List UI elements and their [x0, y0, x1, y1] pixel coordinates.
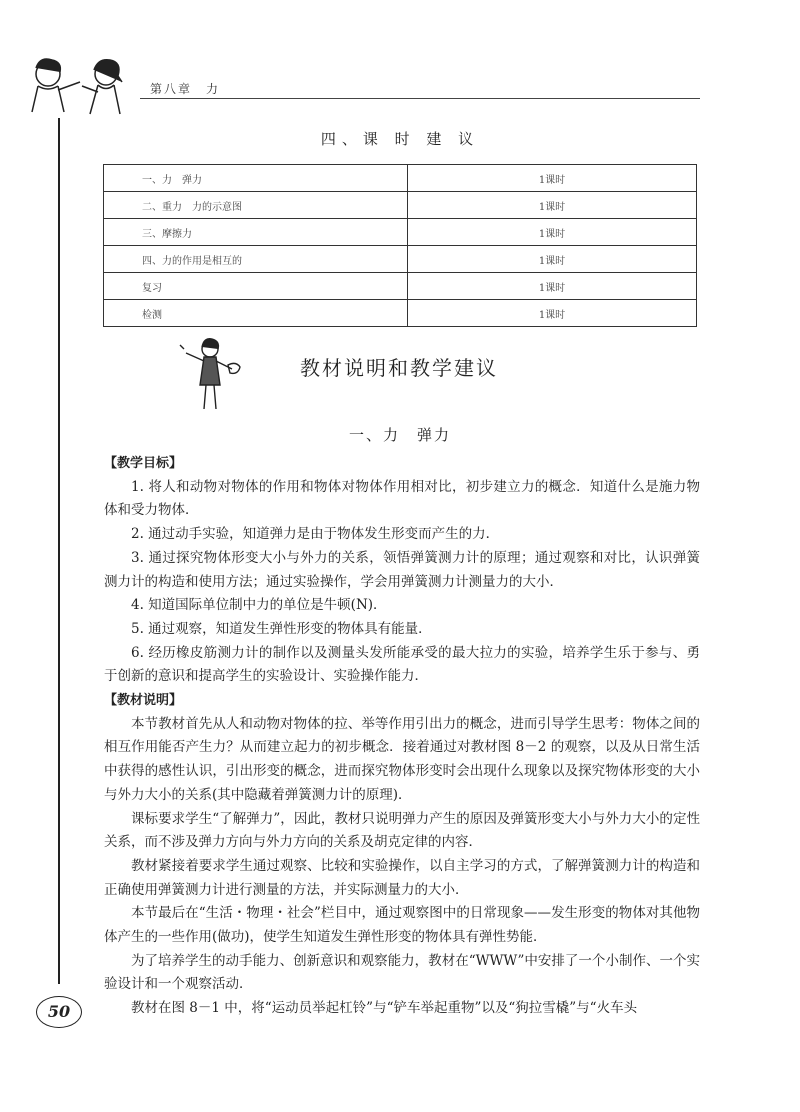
section-title-class-hours: 四、课 时 建 议: [320, 130, 480, 148]
notes-paragraph: 本节最后在“生活・物理・社会”栏目中，通过观察图中的日常现象——发生形变的物体对其他物体产生的一些作用(做功)，使学生知道发生弹性形变的物体具有弹性势能．: [104, 905, 700, 946]
page-number: 50: [36, 996, 82, 1028]
class-hours-table: [103, 164, 697, 327]
table-row: [104, 165, 697, 192]
textbook-notes-heading: 【教材说明】: [104, 693, 183, 709]
table-row: [104, 192, 697, 219]
notes-paragraph: 教材紧接着要求学生通过观察、比较和实验操作，以自主学习的方式，了解弹簧测力计的构造和正确使用弹簧测力计进行测量的方法，并实际测量力的大小．: [104, 857, 700, 898]
lesson-title: 一、力 弹力: [348, 426, 451, 444]
goal-item: 3. 通过探究物体形变大小与外力的关系，领悟弹簧测力计的原理；通过观察和对比，认识弹簧测力计的构造和使用方法；通过实验操作，学会用弹簧测力计测量力的大小．: [104, 549, 700, 590]
table-row: [104, 300, 697, 327]
goal-item: 5. 通过观察，知道发生弹性形变的物体具有能量．: [131, 620, 432, 637]
hours-cell: 1课时: [408, 192, 697, 219]
main-title: 教材说明和教学建议: [300, 356, 498, 380]
hours-cell: 1课时: [408, 165, 697, 192]
goal-item: 2. 通过动手实验，知道弹力是由于物体发生形变而产生的力．: [131, 526, 500, 543]
notes-paragraph: 课标要求学生“了解弹力”，因此，教材只说明弹力产生的原因及弹簧形变大小与外力大小的定性关系，而不涉及弹力方向与外力方向的关系及胡克定律的内容．: [104, 810, 700, 851]
notes-paragraph: 本节教材首先从人和动物对物体的拉、举等作用引出力的概念，进而引导学生思考：物体之间的相互作用能否产生力？从而建立起力的初步概念．接着通过对教材图 8－2 的观察，以及从日常生活中获得的感性认识，引出形变的概念，进而探究物体形变时会出现什么现象以及探究物体形变的大小与外力大小的关系(其中隐藏着弹簧测力计的原理)．: [104, 715, 700, 803]
topic-cell: 三、摩擦力: [104, 219, 408, 246]
header-children-illustration-icon: [18, 52, 143, 122]
hours-cell: 1课时: [408, 246, 697, 273]
topic-cell: 复习: [104, 273, 408, 300]
topic-cell: 一、力 弹力: [104, 165, 408, 192]
goal-item: 1. 将人和动物对物体的作用和物体对物体作用相对比，初步建立力的概念．知道什么是施力物体和受力物体．: [104, 478, 700, 519]
teacher-illustration-icon: [178, 335, 248, 415]
goal-item: 6. 经历橡皮筋测力计的制作以及测量头发所能承受的最大拉力的实验，培养学生乐于参与、勇于创新的意识和提高学生的实验设计、实验操作能力．: [104, 644, 700, 685]
margin-line: [58, 118, 60, 984]
notes-paragraph: 为了培养学生的动手能力、创新意识和观察能力，教材在“WWW”中安排了一个小制作、一个实验设计和一个观察活动．: [104, 952, 700, 993]
topic-cell: 二、重力 力的示意图: [104, 192, 408, 219]
teaching-goals-heading: 【教学目标】: [104, 456, 183, 471]
goal-item: 4. 知道国际单位制中力的单位是牛顿(N)．: [131, 597, 387, 614]
lesson-content: [104, 452, 700, 1021]
hours-cell: 1课时: [408, 300, 697, 327]
header-rule: [140, 98, 700, 99]
notes-paragraph: 教材在图 8－1 中，将“运动员举起杠铃”与“铲车举起重物”以及“狗拉雪橇”与“火车头: [131, 1000, 638, 1017]
table-row: [104, 273, 697, 300]
table-row: [104, 246, 697, 273]
topic-cell: 四、力的作用是相互的: [104, 246, 408, 273]
table-row: [104, 219, 697, 246]
chapter-label: 第八章 力: [150, 82, 221, 96]
hours-cell: 1课时: [408, 219, 697, 246]
hours-cell: 1课时: [408, 273, 697, 300]
topic-cell: 检测: [104, 300, 408, 327]
